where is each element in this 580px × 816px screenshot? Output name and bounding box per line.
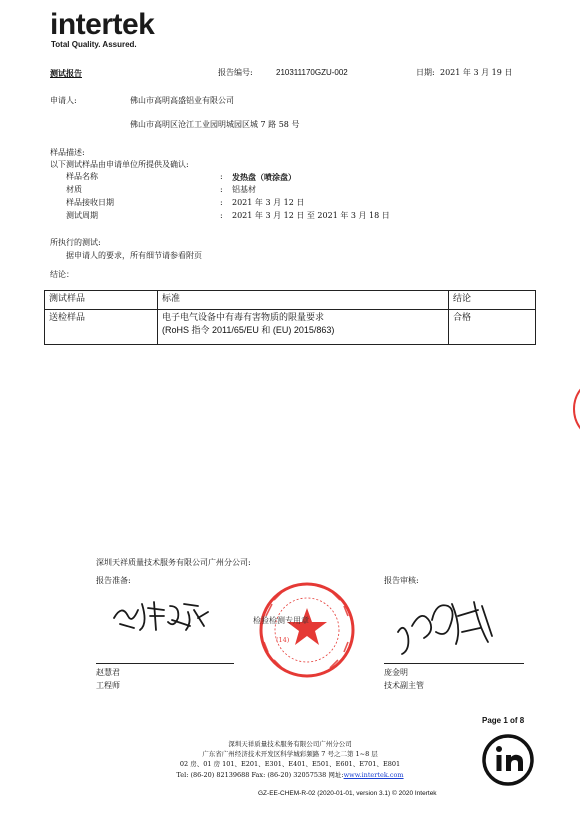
edge-stamp-icon — [566, 376, 580, 442]
sample-material-value: 铝基材 — [232, 185, 256, 194]
reviewed-name: 庞金明 — [384, 668, 408, 677]
prepared-signature-icon — [110, 596, 220, 636]
table-cell-result: 合格 — [449, 310, 536, 345]
table-cell-standard — [158, 310, 449, 345]
sample-row-label: 样品名称 — [66, 172, 98, 181]
intertek-badge-icon — [480, 732, 536, 788]
sample-received-value: 2021 年 3 月 12 日 — [232, 198, 305, 207]
signing-company: 深圳天祥质量技术服务有限公司广州分公司: — [96, 558, 251, 567]
sample-row-label: 样品接收日期 — [66, 198, 114, 207]
standard-line: (RoHS 指令 2011/65/EU 和 (EU) 2015/863) — [162, 325, 335, 335]
prepared-name: 赵慧君 — [96, 668, 120, 677]
sample-heading: 样品描述: — [50, 148, 85, 157]
footer-company: 深圳天祥质量技术服务有限公司广州分公司 — [228, 740, 352, 748]
test-period-value: 2021 年 3 月 12 日 至 2021 年 3 月 18 日 — [232, 211, 390, 220]
footer-address: 广东省广州经济技术开发区科学城彩频路 7 号之二第 1~8 层 — [202, 750, 378, 758]
date-label: 日期: — [416, 68, 435, 77]
applicant-label: 申请人: — [50, 96, 77, 105]
table-header-row — [45, 291, 536, 310]
applicant-name: 佛山市高明高盛铝业有限公司 — [130, 96, 234, 105]
sample-intro: 以下测试样品由申请单位所提供及确认: — [50, 160, 189, 169]
sample-name-value: 发热盘（喷涂盘） — [232, 172, 296, 182]
prepared-title: 工程师 — [96, 681, 120, 690]
seal-code: (14) — [276, 636, 290, 644]
footer-contact-text: Tel: (86-20) 82139688 Fax: (86-20) 32057538 网址: — [176, 771, 344, 779]
sample-row-colon: : — [220, 198, 223, 207]
website-link[interactable]: www.intertek.com — [343, 771, 404, 779]
table-row — [45, 310, 536, 345]
reviewed-signature-icon — [392, 596, 502, 660]
report-title: 测试报告 — [50, 68, 82, 78]
applicant-address: 佛山市高明区沧江工业园明城园区城 7 路 58 号 — [130, 120, 300, 129]
report-no: 210311170GZU-002 — [276, 68, 348, 77]
reviewed-signature-line — [384, 663, 524, 664]
sample-row-colon: : — [220, 172, 223, 181]
footer-contact — [120, 771, 460, 779]
reviewed-label: 报告审核: — [384, 576, 419, 585]
prepared-signature-line — [96, 663, 234, 664]
sample-row-label: 测试周期 — [66, 211, 98, 220]
sample-row-colon: : — [220, 185, 223, 194]
tests-heading: 所执行的测试: — [50, 238, 101, 247]
tagline: Total Quality. Assured. — [51, 40, 137, 49]
tests-text: 据申请人的要求，所有细节请参看附页 — [66, 251, 202, 260]
conclusion-label: 结论： — [50, 270, 74, 279]
table-header-cell: 结论 — [449, 291, 536, 310]
company-seal-icon — [248, 580, 366, 680]
sample-row-label: 材质 — [66, 185, 82, 194]
table-header-cell: 测试样品 — [45, 291, 158, 310]
sample-row-colon: : — [220, 211, 223, 220]
intertek-logo: intertek — [50, 8, 155, 41]
report-date: 2021 年 3 月 19 日 — [440, 68, 513, 77]
table-cell-sample: 送检样品 — [45, 310, 158, 345]
report-no-label: 报告编号: — [218, 68, 253, 77]
page-number: Page 1 of 8 — [482, 716, 525, 725]
seal-overlay-text: 检验检测专用章 — [253, 616, 309, 625]
form-code: GZ-EE-CHEM-R-02 (2020-01-01, version 3.1) © 2020 Intertek — [258, 790, 437, 797]
prepared-label: 报告准备: — [96, 576, 131, 585]
table-header-cell: 标准 — [158, 291, 449, 310]
reviewed-title: 技术副主管 — [384, 681, 424, 690]
footer-rooms: 02 房、01 房 101、E201、E301、E401、E501、E601、E701、E801 — [179, 760, 401, 768]
conclusion-table — [44, 290, 536, 345]
standard-line: 电子电气设备中有毒有害物质的限量要求 — [162, 313, 325, 323]
